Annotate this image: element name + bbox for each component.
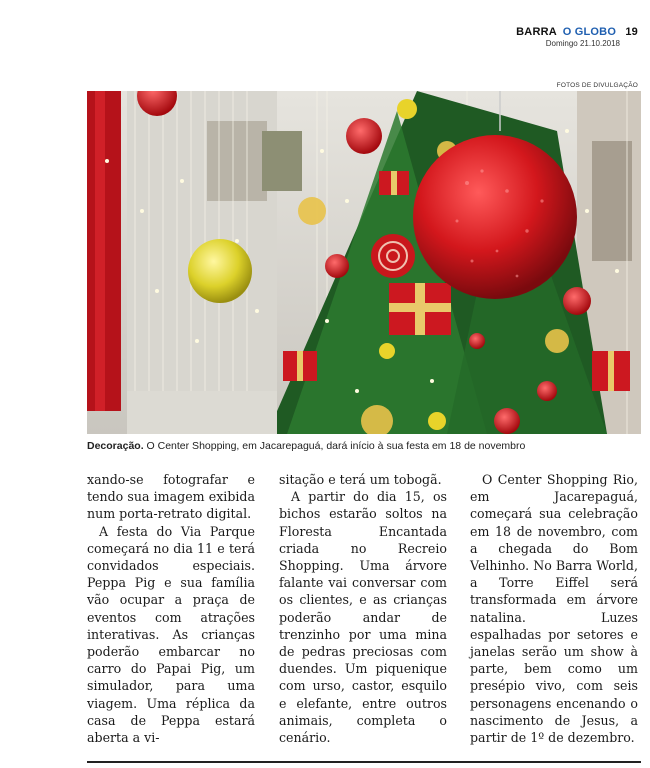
paragraph: xando-se fotografar e tendo sua imagem exibida num porta-retrato digital. (87, 472, 255, 522)
article-column-2 (279, 471, 447, 746)
paragraph: O Center Shopping Rio, em Jacarepaguá, começará sua celebração em 18 de novembro, com a chegada do Bom Velhinho. No Barra World, a Torre Eiffel será transformada em árvore natalina. Luzes espalhadas por setores e janelas serão um show à parte, bem como um presépio vivo, com seis personagens encenando o nascimento de Jesus, a partir de 1º de dezembro. (470, 472, 638, 746)
article-column-1 (87, 471, 255, 746)
caption-text: O Center Shopping, em Jacarepaguá, dará início à sua festa em 18 de novembro (143, 440, 526, 452)
header-line (516, 26, 638, 38)
bottom-rule (87, 761, 641, 763)
newspaper-brand: O GLOBO (562, 26, 617, 38)
photo-illustration (87, 91, 641, 434)
paragraph: A partir do dia 15, os bichos estarão soltos na Floresta Encantada criada no Recreio Shopping. Uma árvore falante vai conversar com os clientes, e as crianças poderão andar de trenzinho por uma mina de pedras preciosas com duendes. Um piquenique com urso, castor, esquilo e elefante, entre outros animais, completa o cenário. (279, 489, 447, 746)
photo-caption (87, 440, 647, 452)
section-name: BARRA (516, 26, 557, 38)
article-column-3 (470, 471, 638, 746)
issue-date: Domingo 21.10.2018 (545, 39, 620, 48)
page-header (516, 26, 638, 48)
caption-lead: Decoração. (87, 440, 144, 452)
page-number: 19 (625, 26, 638, 38)
paragraph: A festa do Via Parque começará no dia 11 e terá convidados especiais. Peppa Pig e sua família vão ocupar a praça de eventos com atrações interativas. As crianças poderão embarcar no carro do Papai Pig, um simulador, para uma viagem. Uma réplica da casa de Peppa estará aberta a vi- (87, 523, 255, 746)
photo-credit: FOTOS DE DIVULGAÇÃO (556, 82, 638, 89)
paragraph: sitação e terá um tobogã. (279, 472, 442, 487)
christmas-tree-photo (87, 91, 641, 434)
